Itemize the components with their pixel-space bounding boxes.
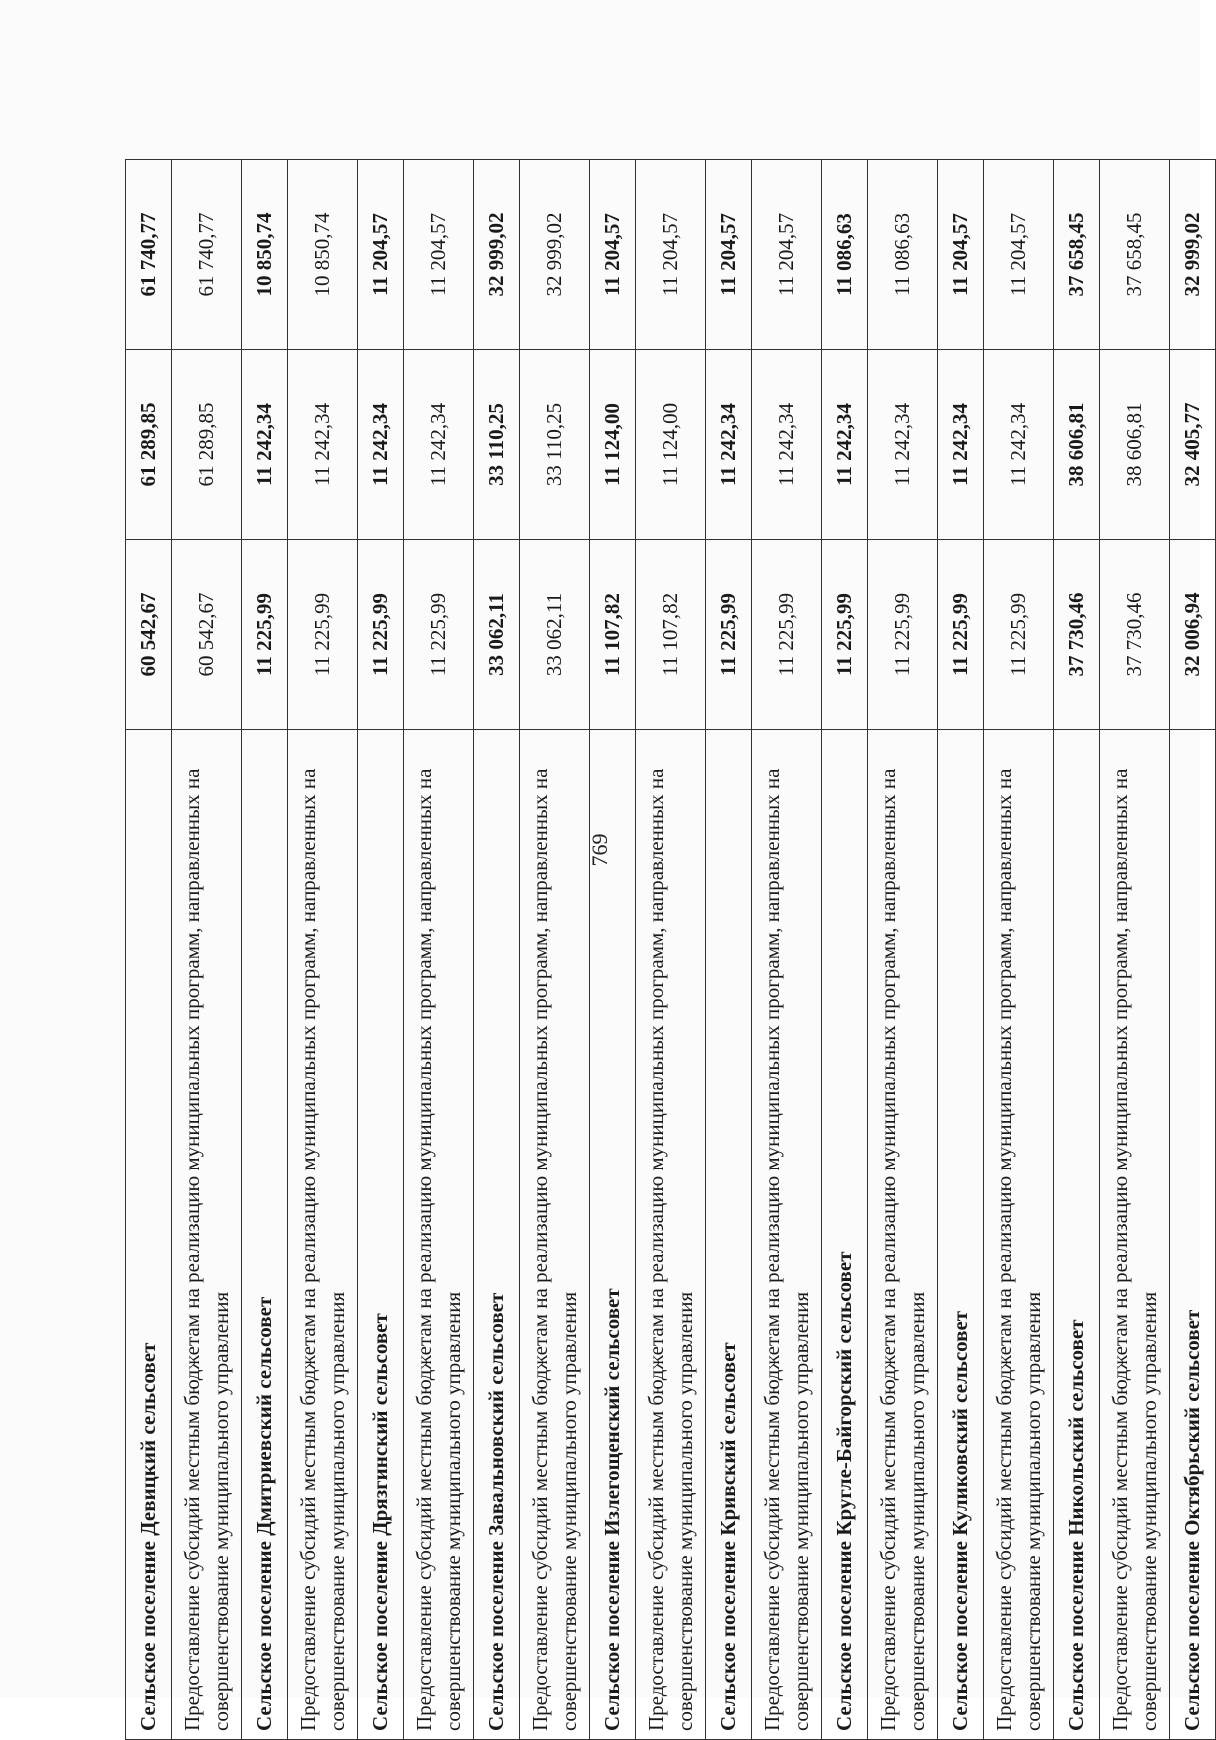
subsidy-description-cell: Предоставление субсидий местным бюджетам на реализацию муниципальных программ, направленных на совершенствование муниципального управления — [984, 730, 1054, 1740]
amount-cell-year-3: 32 999,02 — [474, 160, 520, 350]
amount-cell-year-2: 32 405,77 — [1170, 350, 1216, 540]
amount-cell-year-3: 37 658,45 — [1100, 160, 1170, 350]
settlement-name-cell: Сельское поселение Круглe-Байгорский сельсовет — [822, 730, 868, 1740]
amount-cell-year-2: 11 242,34 — [938, 350, 984, 540]
amount-cell-year-3: 10 850,74 — [288, 160, 358, 350]
amount-cell-year-2: 11 124,00 — [590, 350, 636, 540]
amount-cell-year-1: 33 062,11 — [520, 540, 590, 730]
amount-cell-year-2: 38 606,81 — [1100, 350, 1170, 540]
table-row-settlement — [1054, 160, 1100, 1740]
table-row-settlement — [1170, 160, 1216, 1740]
amount-cell-year-3: 11 204,57 — [404, 160, 474, 350]
table-row-settlement — [706, 160, 752, 1740]
amount-cell-year-2: 11 124,00 — [636, 350, 706, 540]
amount-cell-year-1: 11 225,99 — [752, 540, 822, 730]
amount-cell-year-1: 11 225,99 — [358, 540, 404, 730]
amount-cell-year-3: 11 204,57 — [358, 160, 404, 350]
subsidy-description-cell: Предоставление субсидий местным бюджетам на реализацию муниципальных программ, направленных на совершенствование муниципального управления — [868, 730, 938, 1740]
table-row-subsidy — [288, 160, 358, 1740]
settlement-name-cell: Сельское поселение Излегощенский сельсовет — [590, 730, 636, 1740]
amount-cell-year-2: 33 110,25 — [520, 350, 590, 540]
amount-cell-year-2: 11 242,34 — [242, 350, 288, 540]
amount-cell-year-1: 11 225,99 — [984, 540, 1054, 730]
page-number: 769 — [587, 833, 612, 867]
subsidy-description-cell: Предоставление субсидий местным бюджетам на реализацию муниципальных программ, направленных на совершенствование муниципального управления — [752, 730, 822, 1740]
amount-cell-year-1: 37 730,46 — [1054, 540, 1100, 730]
table-row-subsidy — [636, 160, 706, 1740]
amount-cell-year-2: 33 110,25 — [474, 350, 520, 540]
table-row-settlement — [822, 160, 868, 1740]
subsidy-description-cell: Предоставление субсидий местным бюджетам на реализацию муниципальных программ, направленных на совершенствование муниципального управления — [1100, 730, 1170, 1740]
amount-cell-year-2: 11 242,34 — [752, 350, 822, 540]
amount-cell-year-1: 11 225,99 — [288, 540, 358, 730]
amount-cell-year-3: 61 740,77 — [172, 160, 242, 350]
table-row-subsidy — [520, 160, 590, 1740]
subsidy-description-cell: Предоставление субсидий местным бюджетам на реализацию муниципальных программ, направленных на совершенствование муниципального управления — [520, 730, 590, 1740]
table-row-subsidy — [1100, 160, 1170, 1740]
subsidy-description-cell: Предоставление субсидий местным бюджетам на реализацию муниципальных программ, направленных на совершенствование муниципального управления — [636, 730, 706, 1740]
subsidy-description-cell: Предоставление субсидий местным бюджетам на реализацию муниципальных программ, направленных на совершенствование муниципального управления — [404, 730, 474, 1740]
settlement-name-cell: Сельское поселение Дмитриевский сельсовет — [242, 730, 288, 1740]
amount-cell-year-2: 11 242,34 — [822, 350, 868, 540]
settlement-name-cell: Сельское поселение Куликовский сельсовет — [938, 730, 984, 1740]
amount-cell-year-2: 61 289,85 — [126, 350, 172, 540]
amount-cell-year-2: 11 242,34 — [358, 350, 404, 540]
amount-cell-year-1: 11 225,99 — [404, 540, 474, 730]
amount-cell-year-3: 11 086,63 — [868, 160, 938, 350]
settlement-name-cell: Сельское поселение Никольский сельсовет — [1054, 730, 1100, 1740]
table-row-settlement — [242, 160, 288, 1740]
settlement-name-cell: Сельское поселение Девицкий сельсовет — [126, 730, 172, 1740]
table-row-subsidy — [984, 160, 1054, 1740]
table-row-subsidy — [404, 160, 474, 1740]
table-row-settlement — [126, 160, 172, 1740]
amount-cell-year-3: 61 740,77 — [126, 160, 172, 350]
settlement-name-cell: Сельское поселение Дрязгинский сельсовет — [358, 730, 404, 1740]
amount-cell-year-3: 11 204,57 — [636, 160, 706, 350]
amount-cell-year-2: 11 242,34 — [868, 350, 938, 540]
amount-cell-year-1: 11 225,99 — [822, 540, 868, 730]
settlement-name-cell: Сельское поселение Кривский сельсовет — [706, 730, 752, 1740]
amount-cell-year-2: 11 242,34 — [288, 350, 358, 540]
amount-cell-year-1: 60 542,67 — [172, 540, 242, 730]
amount-cell-year-1: 11 107,82 — [636, 540, 706, 730]
amount-cell-year-2: 61 289,85 — [172, 350, 242, 540]
amount-cell-year-2: 11 242,34 — [706, 350, 752, 540]
table-row-settlement — [358, 160, 404, 1740]
amount-cell-year-3: 11 204,57 — [706, 160, 752, 350]
amount-cell-year-2: 11 242,34 — [984, 350, 1054, 540]
amount-cell-year-1: 11 225,99 — [938, 540, 984, 730]
subsidy-description-cell: Предоставление субсидий местным бюджетам на реализацию муниципальных программ, направленных на совершенствование муниципального управления — [288, 730, 358, 1740]
amount-cell-year-1: 11 225,99 — [868, 540, 938, 730]
amount-cell-year-1: 33 062,11 — [474, 540, 520, 730]
amount-cell-year-3: 11 204,57 — [938, 160, 984, 350]
amount-cell-year-1: 60 542,67 — [126, 540, 172, 730]
settlement-name-cell: Сельское поселение Октябрьский сельсовет — [1170, 730, 1216, 1740]
table-row-subsidy — [752, 160, 822, 1740]
amount-cell-year-3: 11 204,57 — [984, 160, 1054, 350]
table-row-settlement — [590, 160, 636, 1740]
amount-cell-year-1: 11 225,99 — [242, 540, 288, 730]
amount-cell-year-3: 11 204,57 — [590, 160, 636, 350]
amount-cell-year-2: 38 606,81 — [1054, 350, 1100, 540]
amount-cell-year-3: 32 999,02 — [520, 160, 590, 350]
amount-cell-year-1: 32 006,94 — [1170, 540, 1216, 730]
amount-cell-year-2: 11 242,34 — [404, 350, 474, 540]
table-row-subsidy — [868, 160, 938, 1740]
amount-cell-year-1: 37 730,46 — [1100, 540, 1170, 730]
amount-cell-year-3: 37 658,45 — [1054, 160, 1100, 350]
amount-cell-year-3: 11 086,63 — [822, 160, 868, 350]
amount-cell-year-3: 11 204,57 — [752, 160, 822, 350]
amount-cell-year-1: 11 225,99 — [706, 540, 752, 730]
budget-table — [125, 159, 1216, 1740]
subsidy-description-cell: Предоставление субсидий местным бюджетам на реализацию муниципальных программ, направленных на совершенствование муниципального управления — [172, 730, 242, 1740]
amount-cell-year-1: 11 107,82 — [590, 540, 636, 730]
table-row-settlement — [474, 160, 520, 1740]
budget-table-body — [126, 160, 1216, 1740]
amount-cell-year-3: 10 850,74 — [242, 160, 288, 350]
table-row-settlement — [938, 160, 984, 1740]
amount-cell-year-3: 32 999,02 — [1170, 160, 1216, 350]
settlement-name-cell: Сельское поселение Завальновский сельсовет — [474, 730, 520, 1740]
rotated-table-wrapper — [125, 160, 1205, 1740]
table-row-subsidy — [172, 160, 242, 1740]
